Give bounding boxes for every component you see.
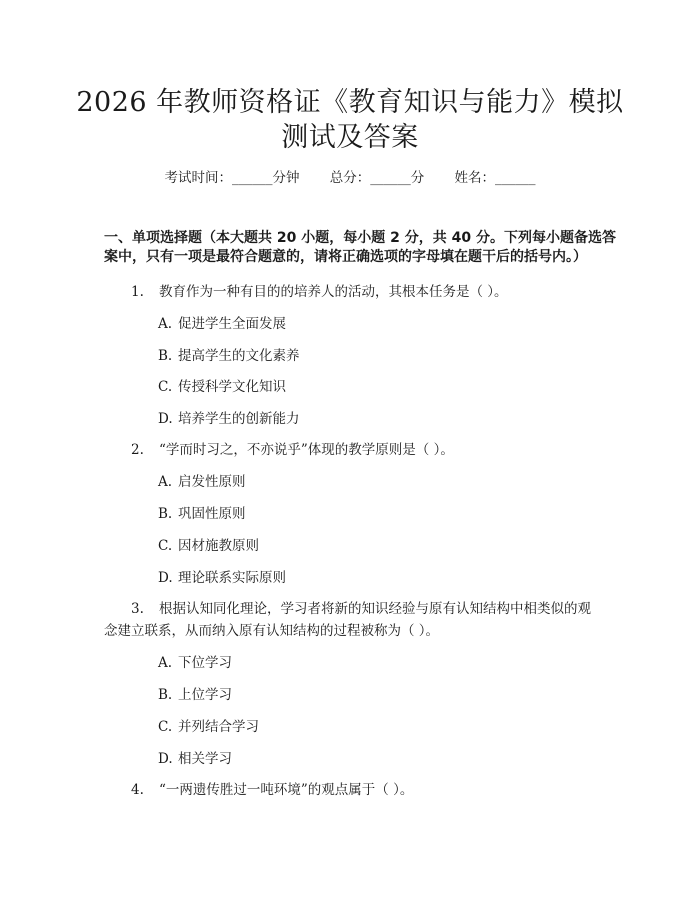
section-heading-line-1: 一、单项选择题（本大题共 20 小题，每小题 2 分，共 40 分。下列每小题备选答	[104, 230, 616, 246]
option-letter: D.	[158, 411, 173, 427]
option-text: 培养学生的创新能力	[178, 411, 300, 427]
question-number: 4.	[131, 782, 144, 798]
question-stem: “一两遗传胜过一吨环境”的观点属于（ ）。	[159, 782, 414, 798]
question-2-option-a	[158, 473, 246, 491]
question-3-option-d	[158, 750, 232, 768]
option-letter: D.	[158, 751, 173, 767]
option-letter: C.	[158, 538, 173, 554]
question-1-option-b	[158, 347, 300, 365]
question-2-option-c	[158, 537, 259, 555]
question-number: 3.	[131, 601, 144, 617]
question-2-option-d	[158, 569, 286, 587]
exam-meta	[0, 168, 700, 188]
option-text: 传授科学文化知识	[178, 379, 286, 395]
question-2	[131, 441, 454, 459]
question-stem: 根据认知同化理论，学习者将新的知识经验与原有认知结构中相类似的观	[159, 601, 591, 617]
option-text: 并列结合学习	[178, 719, 259, 735]
question-stem: “学而时习之，不亦说乎”体现的教学原则是（ ）。	[159, 442, 454, 458]
question-4	[131, 781, 413, 799]
question-3-option-c	[158, 718, 259, 736]
option-text: 上位学习	[178, 687, 232, 703]
section-heading-line-2: 案中，只有一项是最符合题意的，请将正确选项的字母填在题干后的括号内。）	[104, 249, 587, 265]
option-text: 促进学生全面发展	[178, 316, 286, 332]
exam-title-line-1: 2026 年教师资格证《教育知识与能力》模拟	[76, 87, 624, 118]
option-text: 因材施教原则	[178, 538, 259, 554]
option-letter: B.	[158, 348, 173, 364]
option-letter: B.	[158, 687, 173, 703]
question-1-option-d	[158, 410, 300, 428]
question-3-option-a	[158, 654, 232, 672]
option-letter: A.	[158, 316, 173, 332]
option-letter: C.	[158, 379, 173, 395]
option-letter: C.	[158, 719, 173, 735]
question-2-option-b	[158, 505, 246, 523]
question-stem: 教育作为一种有目的的培养人的活动，其根本任务是（ ）。	[159, 284, 508, 300]
option-text: 巩固性原则	[178, 506, 246, 522]
exam-title-line-2: 测试及答案	[281, 122, 419, 153]
option-letter: A.	[158, 474, 173, 490]
question-1	[131, 283, 508, 301]
option-letter: D.	[158, 570, 173, 586]
question-1-option-a	[158, 315, 286, 333]
option-text: 下位学习	[178, 655, 232, 671]
option-text: 提高学生的文化素养	[178, 348, 300, 364]
question-3-option-b	[158, 686, 232, 704]
question-stem-continued: 念建立联系，从而纳入原有认知结构的过程被称为（ ）。	[104, 623, 440, 639]
exam-time-field: 考试时间：______分钟	[164, 170, 300, 186]
option-text: 启发性原则	[178, 474, 246, 490]
option-letter: A.	[158, 655, 173, 671]
question-3-line-1	[131, 600, 591, 618]
question-number: 1.	[131, 284, 144, 300]
question-3-line-2	[104, 622, 439, 640]
question-number: 2.	[131, 442, 144, 458]
option-text: 理论联系实际原则	[178, 570, 286, 586]
total-score-field: 总分：______分	[329, 170, 425, 186]
question-1-option-c	[158, 378, 286, 396]
option-text: 相关学习	[178, 751, 232, 767]
name-field: 姓名：______	[454, 170, 536, 186]
option-letter: B.	[158, 506, 173, 522]
